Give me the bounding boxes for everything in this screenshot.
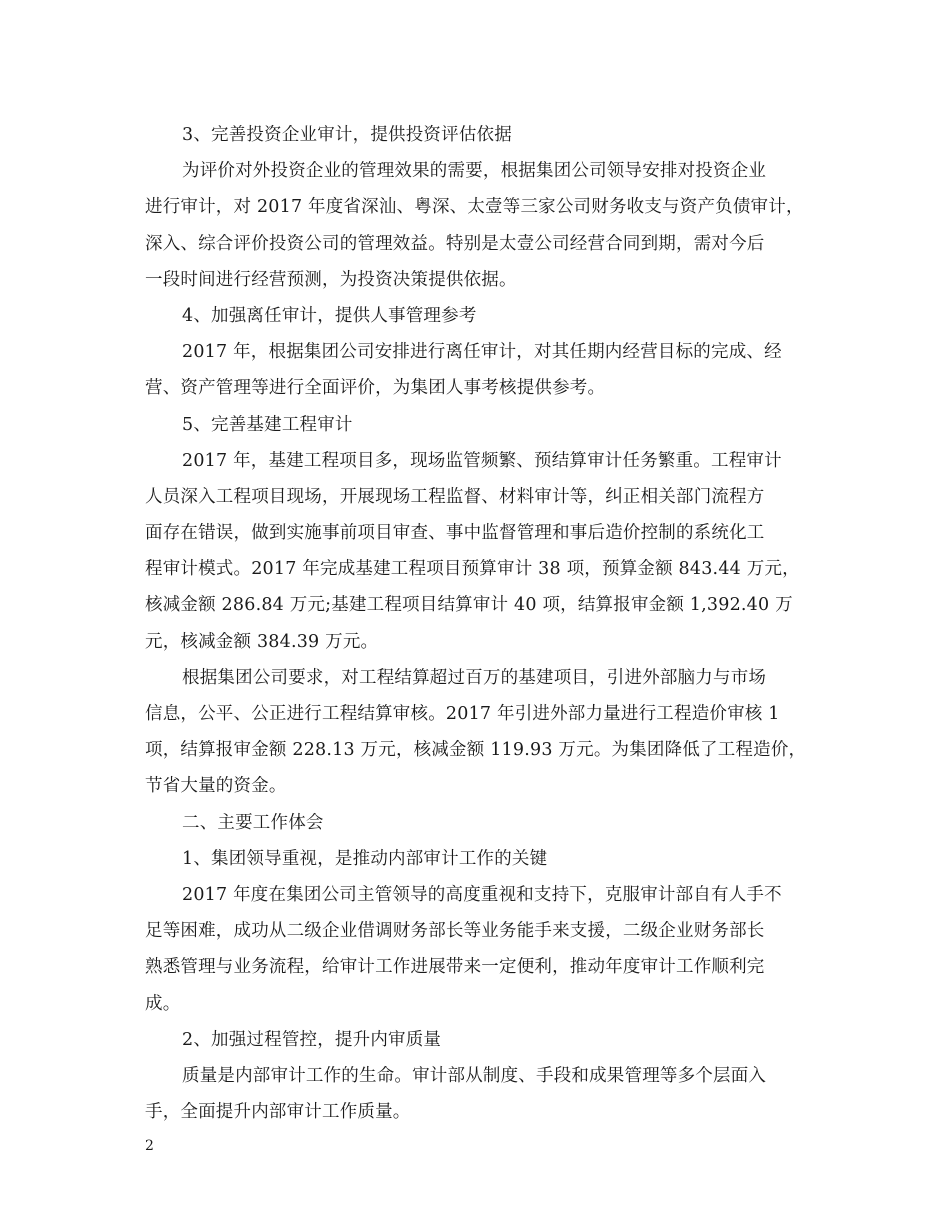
paragraph-line: 成。 [145, 993, 181, 1014]
heading-departure-audit: 4、加强离任审计，提供人事管理参考 [182, 305, 477, 326]
paragraph-line: 节省大量的资金。 [145, 776, 287, 797]
paragraph-line: 2017 年，根据集团公司安排进行离任审计，对其任期内经营目标的完成、经 [182, 342, 782, 363]
paragraph-line: 项，结算报审金额 228.13 万元，核减金额 119.93 万元。为集团降低了工程造价， [145, 740, 807, 761]
paragraph-line: 深入、综合评价投资公司的管理效益。特别是太壹公司经营合同到期，需对今后 [145, 233, 765, 254]
paragraph-line: 人员深入工程项目现场，开展现场工程监督、材料审计等，纠正相关部门流程方 [145, 486, 765, 507]
heading-leadership: 1、集团领导重视，是推动内部审计工作的关键 [182, 848, 548, 869]
paragraph-line: 核减金额 286.84 万元;基建工程项目结算审计 40 项，结算报审金额 1,392.40 万 [145, 595, 793, 616]
paragraph-line: 质量是内部审计工作的生命。审计部从制度、手段和成果管理等多个层面入 [182, 1065, 767, 1086]
heading-process-control: 2、加强过程管控，提升内审质量 [182, 1029, 442, 1050]
paragraph-line: 为评价对外投资企业的管理效果的需要，根据集团公司领导安排对投资企业 [182, 161, 767, 182]
heading-construction-audit: 5、完善基建工程审计 [182, 414, 353, 435]
paragraph-line: 足等困难，成功从二级企业借调财务部长等业务能手来支援，二级企业财务部长 [145, 921, 765, 942]
paragraph-line: 程审计模式。2017 年完成基建工程项目预算审计 38 项，预算金额 843.44 万元， [145, 559, 800, 580]
paragraph-line: 熟悉管理与业务流程，给审计工作进展带来一定便利，推动年度审计工作顺利完 [145, 957, 765, 978]
paragraph-line: 2017 年度在集团公司主管领导的高度重视和支持下，克服审计部自有人手不 [182, 884, 782, 905]
document-body [145, 117, 815, 1130]
paragraph-line: 信息，公平、公正进行工程结算审核。2017 年引进外部力量进行工程造价审核 1 [145, 704, 780, 724]
section-heading-experience: 二、主要工作体会 [182, 812, 324, 833]
heading-investment-audit: 3、完善投资企业审计，提供投资评估依据 [182, 125, 512, 145]
paragraph-line: 一段时间进行经营预测，为投资决策提供依据。 [145, 269, 517, 290]
paragraph-line: 进行审计，对 2017 年度省深汕、粤深、太壹等三家公司财务收支与资产负债审计， [145, 197, 804, 218]
paragraph-line: 元，核减金额 384.39 万元。 [145, 631, 379, 652]
page-number: 2 [145, 1138, 154, 1154]
paragraph-line: 营、资产管理等进行全面评价，为集团人事考核提供参考。 [145, 378, 606, 399]
paragraph-line: 根据集团公司要求，对工程结算超过百万的基建项目，引进外部脑力与市场 [182, 667, 767, 688]
paragraph-line: 手，全面提升内部审计工作质量。 [145, 1102, 411, 1123]
paragraph-line: 2017 年，基建工程项目多，现场监管频繁、预结算审计任务繁重。工程审计 [182, 450, 782, 471]
paragraph-line: 面存在错误，做到实施事前项目审查、事中监督管理和事后造价控制的系统化工 [145, 523, 765, 544]
